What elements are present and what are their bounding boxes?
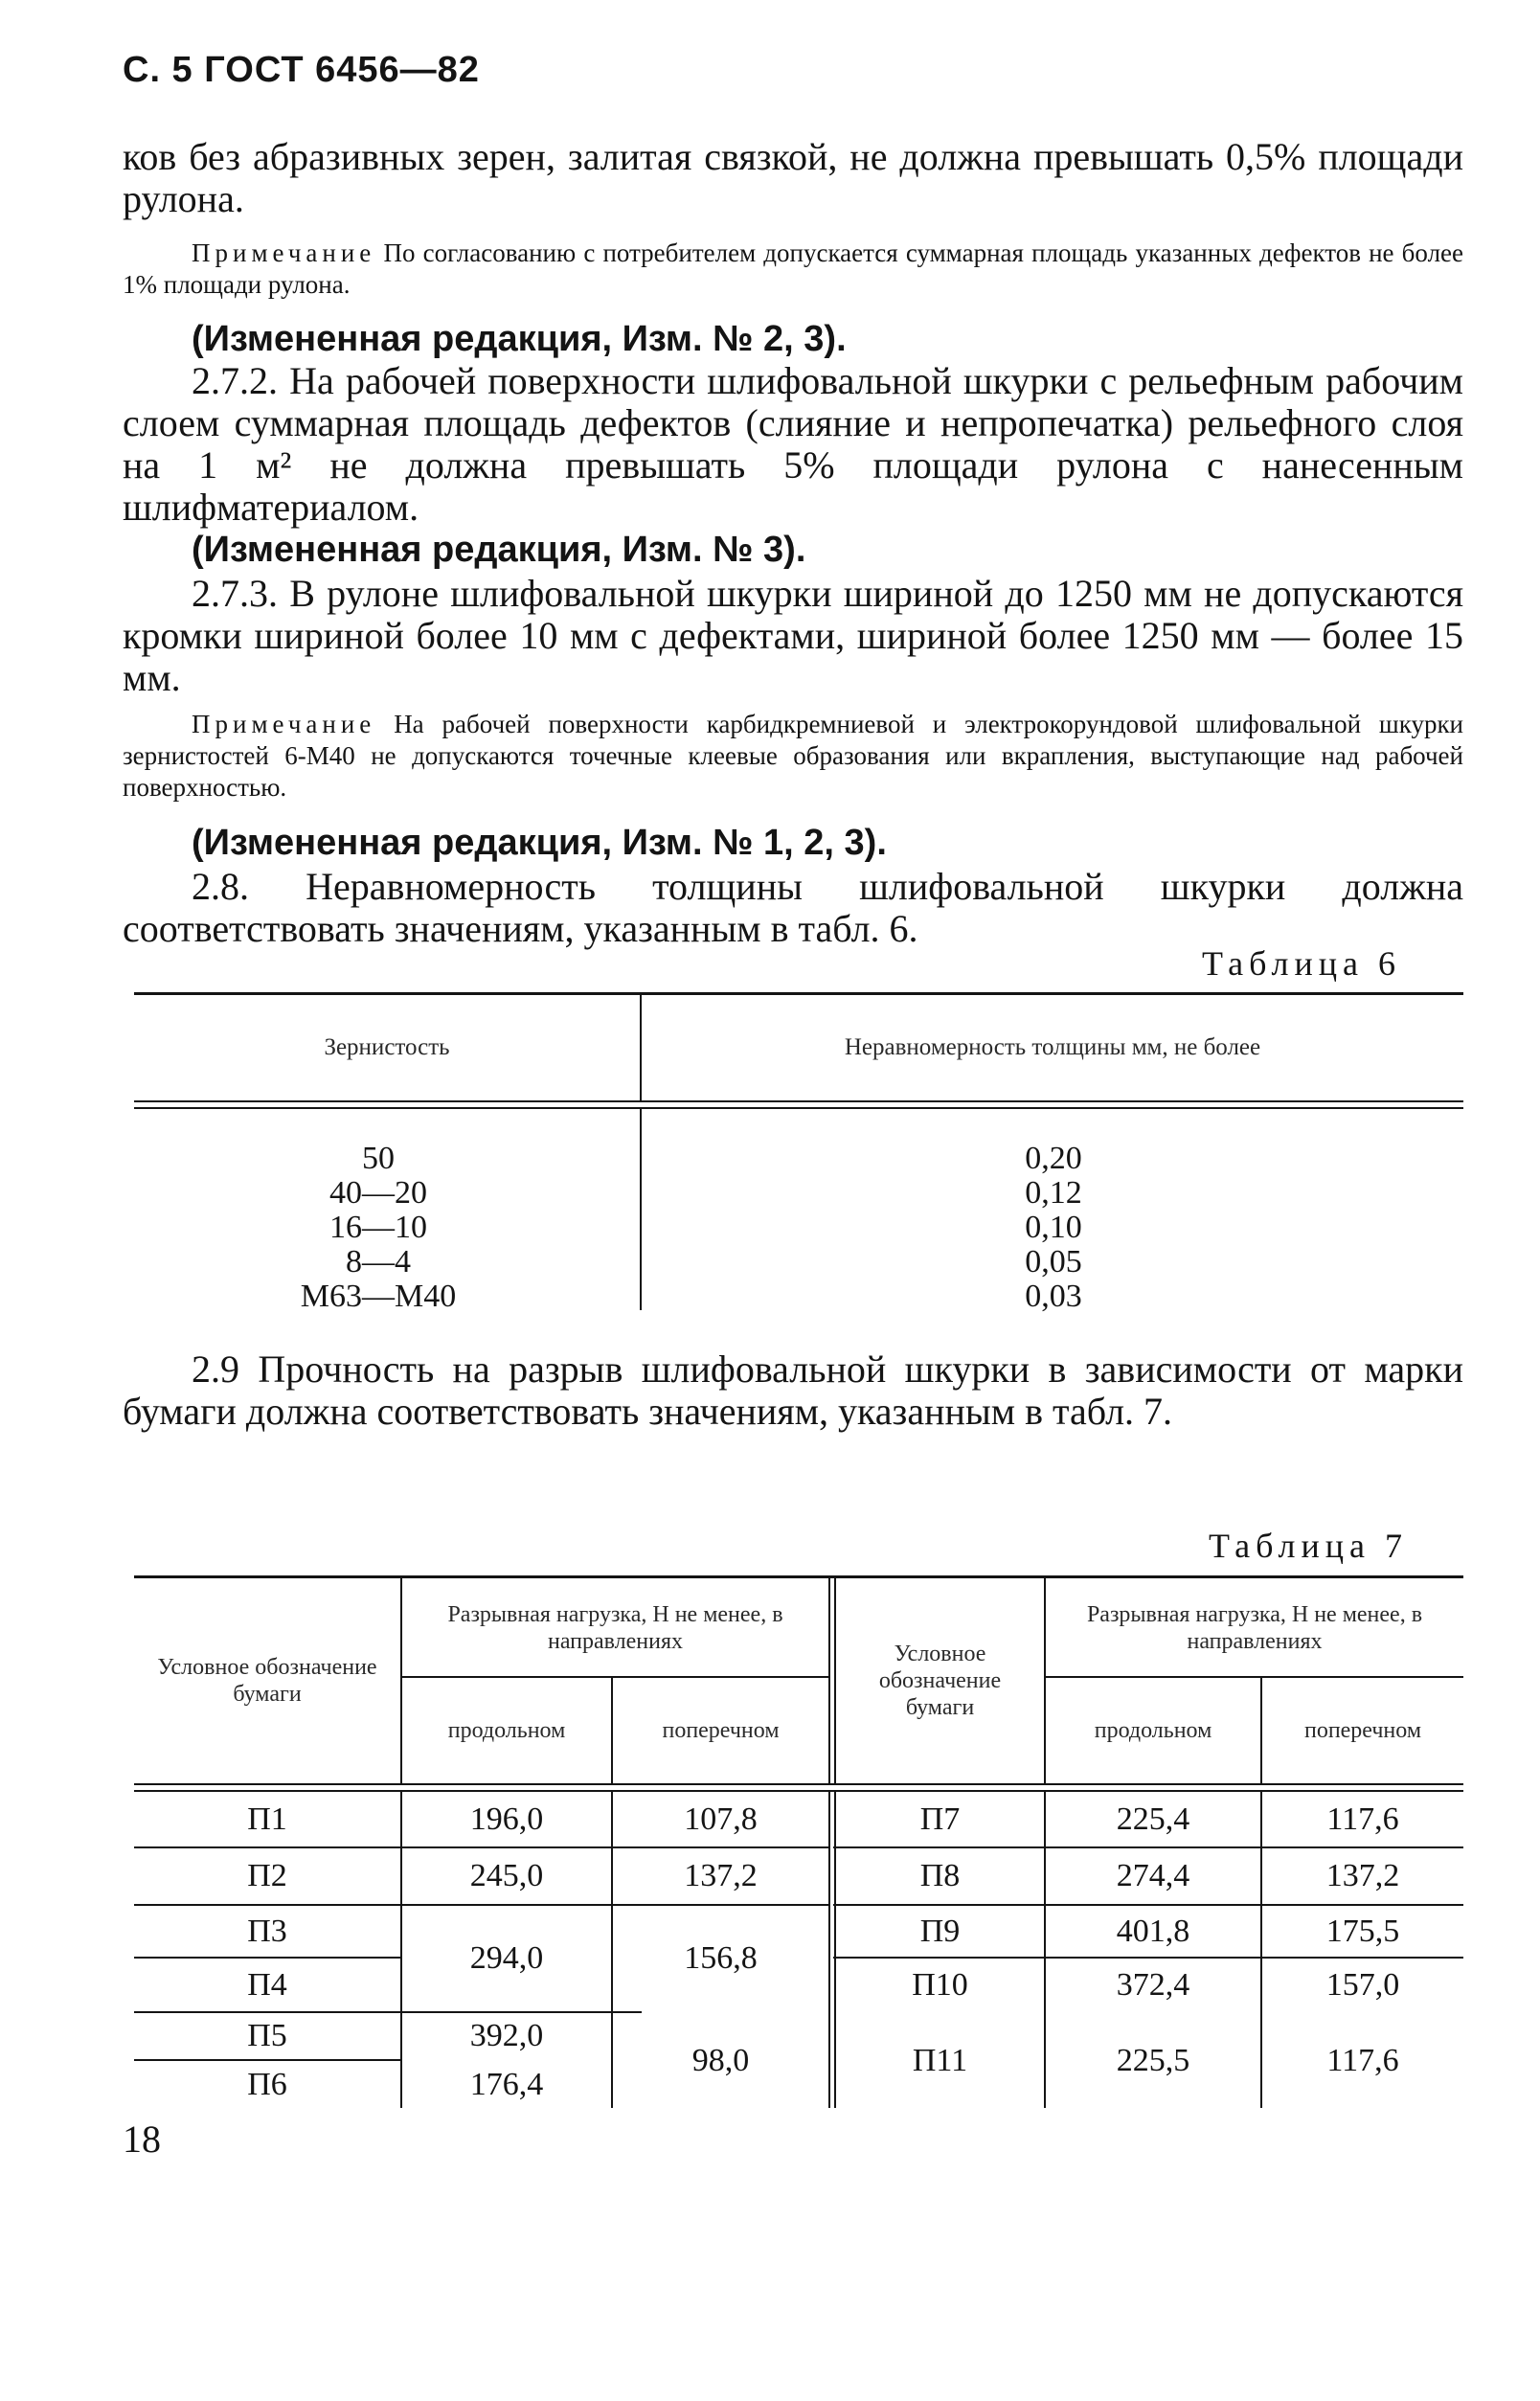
table-7-caption: Таблица 7: [1209, 1527, 1408, 1565]
table-7-cell: П10: [912, 1966, 968, 2003]
table-6-cell: М63—М40: [300, 1279, 457, 1314]
table-7-header-long-left: продольном: [447, 1718, 566, 1743]
table-7-header-mark-right: Условное обозначение бумаги: [878, 1642, 1002, 1720]
edition-note-2: [123, 529, 1463, 571]
table-6-cell: 0,10: [1025, 1210, 1082, 1245]
note-2: [123, 709, 1463, 804]
edition-text: (Измененная редакция, Изм. № 2, 3).: [192, 319, 847, 359]
paragraph-text: 2.9 Прочность на разрыв шлифовальной шкурки в зависимости от марки бумаги должна соответствовать значениям, указанным в табл. 7.: [123, 1348, 1463, 1433]
table-7-cell: 225,5: [1116, 2042, 1190, 2078]
paragraph-2-7-3: [123, 573, 1463, 699]
table-7-cell: 245,0: [469, 1858, 544, 1893]
paragraph-text: 2.7.3. В рулоне шлифовальной шкурки шириной до 1250 мм не допускаются кромки шириной более 10 мм с дефектами, шириной более 1250 мм — более 15 мм.: [123, 572, 1463, 699]
paragraph-text: 2.7.2. На рабочей поверхности шлифовальной шкурки с рельефным рабочим слоем суммарная площадь дефектов (слияние и непропечатка) рельефного слоя на 1 м² не должна превышать 5% площади рулона с нанесенным шлифматериалом.: [123, 359, 1463, 529]
paragraph-2-9: [123, 1348, 1463, 1433]
note-text: По согласованию с потребителем допускается суммарная площадь указанных дефектов не более 1% площади рулона.: [123, 238, 1464, 299]
paragraph-2-7-2: [123, 360, 1463, 529]
table-7-cell: 196,0: [469, 1801, 544, 1837]
paragraph-2-8: [123, 866, 1463, 950]
paragraph-continuation: [123, 136, 1463, 220]
table-7-cell: 176,4: [469, 2066, 544, 2102]
table-6-cell: 0,03: [1025, 1279, 1082, 1314]
table-7-cell: П9: [919, 1913, 961, 1949]
table-7-cell: 157,0: [1325, 1966, 1400, 2003]
table-7-cell: 372,4: [1116, 1966, 1190, 2003]
page-number: 18: [123, 2118, 161, 2161]
table-6-grain-column: [287, 1142, 469, 1314]
table-7-cell: 156,8: [684, 1940, 758, 1976]
note-text: На рабочей поверхности карбидкремниевой и электрокорундовой шлифовальной шкурки зернистостей 6-М40 не допускаются точечные клеевые образования или вкрапления, выступающие над рабочей поверхностью.: [123, 710, 1464, 802]
edition-note-1: [123, 318, 1463, 360]
table-7-cell: П4: [247, 1966, 287, 2003]
note-1: [123, 238, 1463, 301]
table-6-cell: 0,05: [1025, 1244, 1082, 1280]
table-6-header-grain: Зернистость: [324, 1034, 450, 1060]
table-6-cell: 50: [362, 1141, 395, 1176]
table-7-cell: 98,0: [691, 2042, 750, 2078]
table-6-cell: 16—10: [329, 1210, 427, 1245]
table-6-cell: 8—4: [346, 1244, 411, 1280]
table-7-cell: П3: [247, 1913, 287, 1949]
paragraph-text: ков без абразивных зерен, залитая связкой, не должна превышать 0,5% площади рулона.: [123, 135, 1463, 220]
table-7-cell: 294,0: [469, 1940, 544, 1976]
table-6-cell: 0,12: [1025, 1175, 1082, 1211]
table-7-cell: П5: [247, 2018, 287, 2053]
page-header: С. 5 ГОСТ 6456—82: [123, 50, 480, 90]
table-6-value-column: [967, 1142, 1140, 1314]
table-7-cell: 225,4: [1116, 1801, 1190, 1837]
table-7-header-cross-left: поперечном: [662, 1718, 780, 1743]
edition-note-3: [123, 822, 1463, 864]
table-7-header-cross-right: поперечном: [1303, 1718, 1422, 1743]
table-7-cell: 137,2: [1325, 1858, 1400, 1893]
table-7-cell: П11: [912, 2042, 968, 2078]
table-7-cell: 401,8: [1116, 1913, 1190, 1949]
table-7-cell: 107,8: [684, 1801, 758, 1837]
table-7-cell: 274,4: [1116, 1858, 1190, 1893]
table-7-header-long-right: продольном: [1094, 1718, 1212, 1743]
table-6-cell: 40—20: [329, 1175, 427, 1211]
table-6-header-unevenness: Неравномерность толщины мм, не более: [844, 1034, 1261, 1060]
table-7-header-load-right: Разрывная нагрузка, Н не менее, в направлениях: [1086, 1602, 1423, 1654]
table-7-cell: 392,0: [469, 2018, 544, 2053]
edition-text: (Измененная редакция, Изм. № 3).: [192, 530, 806, 570]
table-7-cell: 117,6: [1326, 2042, 1399, 2078]
table-6-cell: 0,20: [1025, 1141, 1082, 1176]
table-7-cell: П1: [247, 1801, 287, 1837]
table-7-header-mark-left: Условное обозначение бумаги: [157, 1655, 377, 1707]
note-label: Примечание: [192, 238, 376, 267]
table-7-cell: П2: [247, 1858, 287, 1893]
table-7-cell: П6: [247, 2066, 287, 2102]
table-7-cell: 175,5: [1325, 1913, 1400, 1949]
table-7-cell: 137,2: [684, 1858, 758, 1893]
table-7-cell: 117,6: [1326, 1801, 1399, 1837]
table-7-cell: П7: [919, 1801, 961, 1837]
edition-text: (Измененная редакция, Изм. № 1, 2, 3).: [192, 823, 887, 863]
table-7-header-load-left: Разрывная нагрузка, Н не менее, в направлениях: [447, 1602, 783, 1654]
paragraph-text: 2.8. Неравномерность толщины шлифовальной шкурки должна соответствовать значениям, указанным в табл. 6.: [123, 865, 1463, 950]
note-label: Примечание: [192, 710, 376, 738]
table-7-cell: П8: [919, 1858, 961, 1893]
table-6-caption: Таблица 6: [1202, 944, 1401, 983]
